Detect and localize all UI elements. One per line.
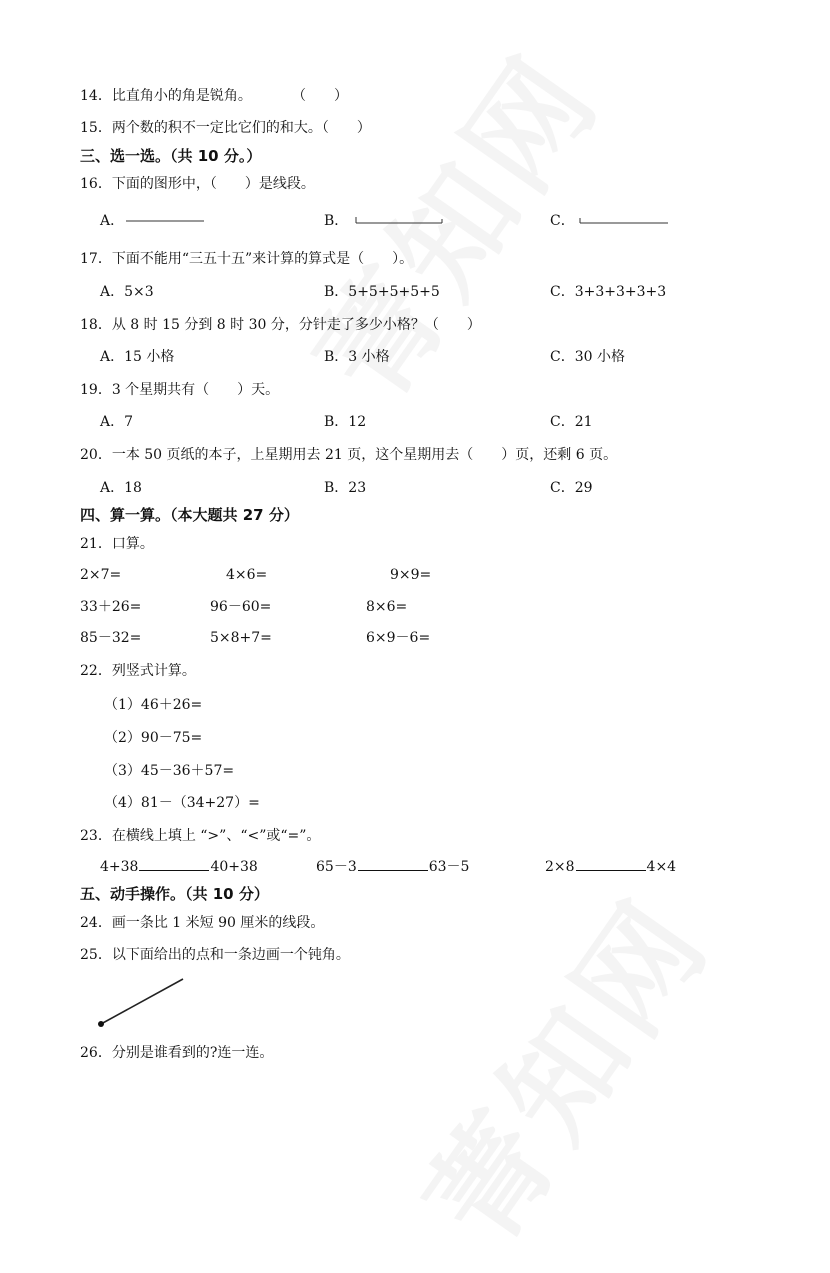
q23-left: 2×8 xyxy=(545,859,575,875)
q19-option-b[interactable]: B．12 xyxy=(324,414,367,430)
q22-item: （3）45－36＋57= xyxy=(104,763,235,779)
q16-text: 下面的图形中，（ ）是线段。 xyxy=(111,176,315,192)
question-15 xyxy=(80,119,371,137)
q16-segment-figure xyxy=(354,214,446,228)
q15-number: 15． xyxy=(80,120,112,136)
q22-item: （4）81－（34+27）= xyxy=(104,795,260,811)
q16-option-c[interactable] xyxy=(550,212,575,230)
q20-number: 20． xyxy=(80,447,112,463)
q23-compare-1 xyxy=(100,858,258,876)
q17-option-a[interactable]: A．5×3 xyxy=(100,284,154,300)
q14-number: 14． xyxy=(80,88,112,104)
q17-option-c[interactable]: C．3+3+3+3+3 xyxy=(550,284,667,300)
q21-number: 21． xyxy=(80,536,112,552)
q23-text: 在横线上填上 “>”、“<”或“=”。 xyxy=(111,828,321,844)
q21-problem: 6×9－6= xyxy=(366,630,431,646)
q20-text: 一本 50 页纸的本子，上星期用去 21 页，这个星期用去（ ）页，还剩 6 页。 xyxy=(111,447,618,463)
q17-text: 下面不能用“三五十五”来计算的算式是（ ）。 xyxy=(111,251,414,267)
q24-number: 24． xyxy=(80,915,112,931)
q21-problem: 8×6= xyxy=(366,599,408,615)
q19-option-c[interactable]: C．21 xyxy=(550,414,593,430)
q25-angle-ray-figure[interactable] xyxy=(90,975,190,1031)
q22-item: （1）46＋26= xyxy=(104,697,203,713)
q20-option-c[interactable]: C．29 xyxy=(550,480,593,496)
q26-text: 分别是谁看到的?连一连。 xyxy=(111,1045,274,1061)
q21-problem: 4×6= xyxy=(226,567,268,583)
q23-number: 23． xyxy=(80,828,112,844)
q25-text: 以下面给出的点和一条边画一个钝角。 xyxy=(111,947,350,963)
section-3-title: 三、选一选。（共 10 分。） xyxy=(80,147,262,165)
question-24 xyxy=(80,914,324,932)
q23-right: 40+38 xyxy=(210,859,258,875)
section-5-title: 五、动手操作。（共 10 分） xyxy=(80,885,269,903)
q16-option-b-label: B． xyxy=(324,213,349,229)
q21-problem: 96－60= xyxy=(210,599,272,615)
q16-line-figure xyxy=(578,214,672,228)
q18-option-c[interactable]: C．30 小格 xyxy=(550,349,625,365)
question-25 xyxy=(80,946,350,964)
q22-item: （2）90－75= xyxy=(104,730,203,746)
q18-text: 从 8 时 15 分到 8 时 30 分，分针走了多少小格？（ ） xyxy=(111,317,481,333)
q20-option-a[interactable]: A．18 xyxy=(100,480,142,496)
q16-number: 16． xyxy=(80,176,112,192)
q26-number: 26． xyxy=(80,1045,112,1061)
q25-number: 25． xyxy=(80,947,112,963)
q19-number: 19． xyxy=(80,382,112,398)
q21-problem: 9×9= xyxy=(390,567,432,583)
q18-option-b[interactable]: B．3 小格 xyxy=(324,349,390,365)
q14-answer-paren[interactable]: （ ） xyxy=(292,88,348,104)
q24-text: 画一条比 1 米短 90 厘米的线段。 xyxy=(111,915,325,931)
q18-option-a[interactable]: A．15 小格 xyxy=(100,349,175,365)
q16-option-a-label: A． xyxy=(100,213,125,229)
q21-problem: 33＋26= xyxy=(80,599,142,615)
q16-option-b[interactable] xyxy=(324,212,348,230)
q16-option-c-label: C． xyxy=(550,213,575,229)
q17-option-b[interactable]: B．5+5+5+5+5 xyxy=(324,284,440,300)
q18-number: 18． xyxy=(80,317,112,333)
question-21 xyxy=(80,535,154,553)
q23-answer-blank[interactable] xyxy=(358,858,428,871)
q20-option-b[interactable]: B．23 xyxy=(324,480,367,496)
q16-ray-figure xyxy=(124,214,208,228)
q23-left: 65－3 xyxy=(316,859,357,875)
q23-compare-2 xyxy=(316,858,469,876)
q22-number: 22． xyxy=(80,663,112,679)
question-17 xyxy=(80,250,413,268)
watermark-lower xyxy=(380,859,741,1272)
q21-problem: 5×8+7= xyxy=(210,630,272,646)
q22-text: 列竖式计算。 xyxy=(111,663,196,679)
section-4-title: 四、算一算。（本大题共 27 分） xyxy=(80,506,299,524)
q14-text: 比直角小的角是锐角。 xyxy=(111,88,252,104)
question-23 xyxy=(80,827,320,845)
question-20 xyxy=(80,446,617,464)
q23-right: 4×4 xyxy=(646,859,677,875)
question-16 xyxy=(80,175,315,193)
q19-text: 3 个星期共有（ ）天。 xyxy=(111,382,280,398)
q21-text: 口算。 xyxy=(111,536,154,552)
question-22 xyxy=(80,662,196,680)
q21-problem: 85－32= xyxy=(80,630,142,646)
question-19 xyxy=(80,381,279,399)
q17-number: 17． xyxy=(80,251,112,267)
q16-option-a[interactable] xyxy=(100,212,124,230)
question-26 xyxy=(80,1044,273,1062)
q23-right: 63－5 xyxy=(428,859,470,875)
q23-compare-3 xyxy=(545,858,676,876)
question-14 xyxy=(80,87,252,105)
q21-problem: 2×7= xyxy=(80,567,122,583)
question-18 xyxy=(80,316,481,334)
q23-left: 4+38 xyxy=(100,859,139,875)
q15-text: 两个数的积不一定比它们的和大。（ ） xyxy=(111,120,371,136)
q19-option-a[interactable]: A．7 xyxy=(100,414,134,430)
q23-answer-blank[interactable] xyxy=(576,858,646,871)
q23-answer-blank[interactable] xyxy=(139,858,209,871)
